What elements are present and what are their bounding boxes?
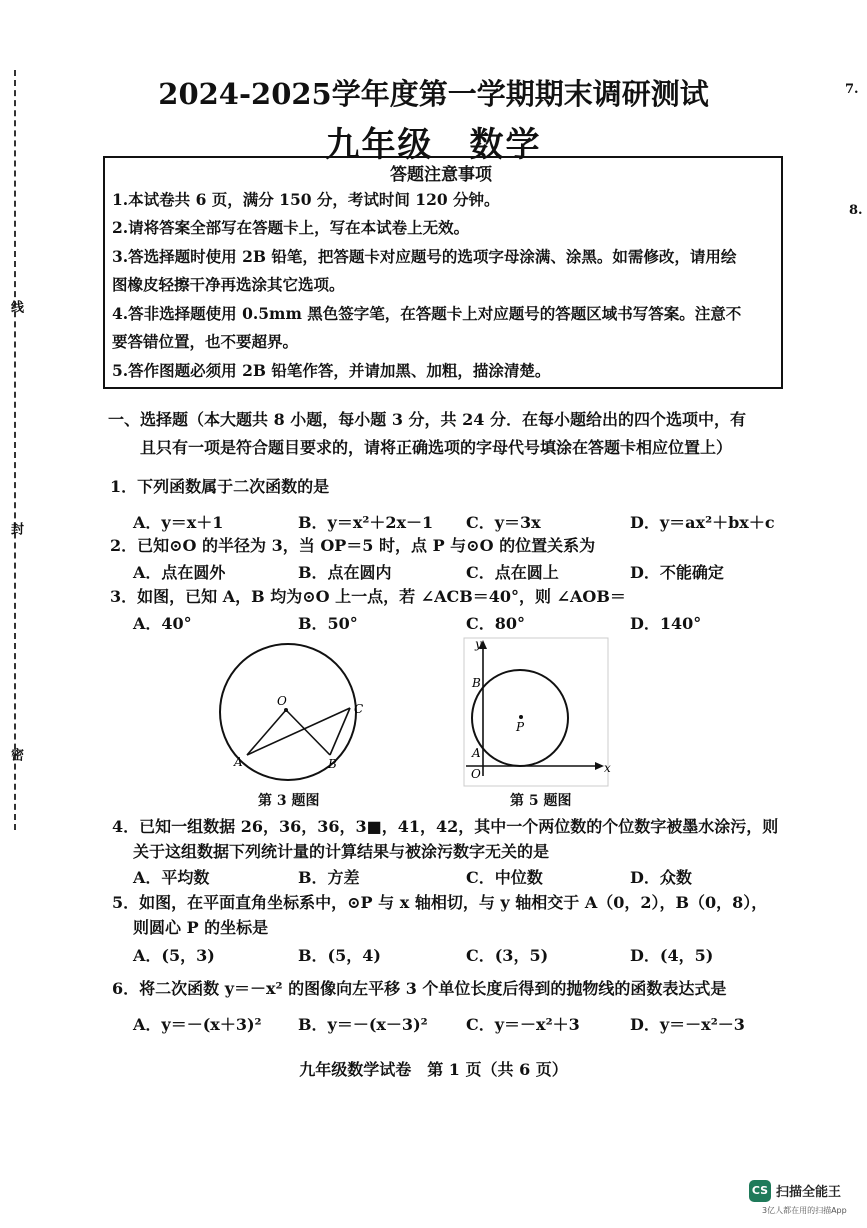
fig5-label-p: P xyxy=(516,720,525,734)
fig3-segment-ob xyxy=(286,710,330,755)
notice-item-3-cont: 图橡皮轻擦干净再选涂其它选项。 xyxy=(112,275,345,294)
question-5-stem-line1: 5．如图，在平面直角坐标系中，⊙P 与 x 轴相切，与 y 轴相交于 A（0，2），B（0，8）， xyxy=(112,893,768,912)
question-1-option-c: C．y＝3x xyxy=(466,513,541,532)
fig5-label-b: B xyxy=(472,676,481,690)
fig5-label-a: A xyxy=(472,746,481,760)
question-3-option-c: C．80° xyxy=(466,614,526,633)
fig5-label-o: O xyxy=(471,767,481,781)
question-6-stem: 6．将二次函数 y＝－x² 的图像向左平移 3 个单位长度后得到的抛物线的函数表达式是 xyxy=(112,979,727,998)
notice-item-1: 1.本试卷共 6 页，满分 150 分，考试时间 120 分钟。 xyxy=(112,190,500,209)
question-5-option-a: A．(5，3) xyxy=(133,946,215,965)
exam-subtitle: 九年级 数学 xyxy=(325,125,542,165)
question-5-stem-line2: 则圆心 P 的坐标是 xyxy=(133,918,269,937)
side-label-seal: 封 xyxy=(8,522,23,535)
fig5-x-arrow xyxy=(595,762,604,770)
question-5-option-d: D．(4，5) xyxy=(630,946,714,965)
fig5-label-x: x xyxy=(604,761,611,775)
question-1-option-d: D．y＝ax²＋bx＋c xyxy=(630,513,775,532)
question-6-option-c: C．y＝－x²＋3 xyxy=(466,1015,580,1034)
question-2-option-b: B．点在圆内 xyxy=(298,563,392,582)
corner-number-7: 7. xyxy=(845,82,859,97)
fig3-segment-ac xyxy=(247,708,350,755)
question-1-option-a: A．y＝x＋1 xyxy=(133,513,224,532)
figure-5-caption: 第 5 题图 xyxy=(510,793,572,809)
notice-item-4: 4.答非选择题使用 0.5mm 黑色签字笔，在答题卡上对应题号的答题区域书写答案。注意不 xyxy=(112,304,742,323)
question-2-option-d: D．不能确定 xyxy=(630,563,724,582)
question-6-option-d: D．y＝－x²－3 xyxy=(630,1015,745,1034)
notice-item-5: 5.答作图题必须用 2B 铅笔作答，并请加黑、加粗，描涂清楚。 xyxy=(112,361,551,380)
section-heading-line2: 且只有一项是符合题目要求的，请将正确选项的字母代号填涂在答题卡相应位置上） xyxy=(140,438,733,457)
figure-3 xyxy=(200,640,390,790)
binding-dashed-line xyxy=(14,70,16,830)
question-4-option-a: A．平均数 xyxy=(133,868,210,887)
question-3-option-b: B．50° xyxy=(298,614,358,633)
question-1-option-b: B．y＝x²＋2x－1 xyxy=(298,513,434,532)
page-footer: 九年级数学试卷 第 1 页（共 6 页） xyxy=(299,1060,568,1079)
question-6-option-a: A．y＝－(x＋3)² xyxy=(133,1015,262,1034)
question-3-option-d: D．140° xyxy=(630,614,702,633)
side-label-line: 线 xyxy=(8,300,23,313)
question-3-option-a: A．40° xyxy=(133,614,192,633)
notice-item-2: 2.请将答案全部写在答题卡上，写在本试卷上无效。 xyxy=(112,218,470,237)
scanner-logo-icon: CS xyxy=(749,1180,771,1202)
notice-item-4-cont: 要答错位置，也不要超界。 xyxy=(112,332,299,351)
question-4-stem-line2: 关于这组数据下列统计量的计算结果与被涂污数字无关的是 xyxy=(133,842,550,861)
exam-title: 2024-2025学年度第一学期期末调研测试 xyxy=(158,77,709,111)
figure-5 xyxy=(458,636,618,788)
question-2-option-a: A．点在圆外 xyxy=(133,563,226,582)
side-label-sealed: 密 xyxy=(8,748,23,761)
fig5-label-y: y xyxy=(475,637,482,651)
question-1-stem: 1．下列函数属于二次函数的是 xyxy=(110,477,330,496)
question-5-option-b: B．(5，4) xyxy=(298,946,381,965)
question-3-stem: 3．如图，已知 A，B 均为⊙O 上一点，若 ∠ACB＝40°，则 ∠AOB＝ xyxy=(110,587,626,606)
fig3-label-o: O xyxy=(277,694,287,708)
section-heading-line1: 一、选择题（本大题共 8 小题，每小题 3 分，共 24 分．在每小题给出的四个选项中，有 xyxy=(108,410,746,429)
question-5-option-c: C．(3，5) xyxy=(466,946,549,965)
fig3-label-a: A xyxy=(234,755,243,769)
fig3-label-b: B xyxy=(328,757,337,771)
question-4-option-b: B．方差 xyxy=(298,868,360,887)
question-2-stem: 2．已知⊙O 的半径为 3，当 OP＝5 时，点 P 与⊙O 的位置关系为 xyxy=(110,536,596,555)
question-6-option-b: B．y＝－(x－3)² xyxy=(298,1015,428,1034)
fig5-center-dot xyxy=(519,715,523,719)
question-4-stem-line1: 4．已知一组数据 26，36，36，3■，41，42，其中一个两位数的个位数字被墨水涂污，则 xyxy=(112,817,779,836)
question-4-option-c: C．中位数 xyxy=(466,868,543,887)
fig3-label-c: C xyxy=(354,702,364,716)
corner-number-8: 8. xyxy=(849,203,863,218)
figure-3-caption: 第 3 题图 xyxy=(258,793,320,809)
question-2-option-c: C．点在圆上 xyxy=(466,563,559,582)
notice-item-3: 3.答选择题时使用 2B 铅笔，把答题卡对应题号的选项字母涂满、涂黑。如需修改，请用绘 xyxy=(112,247,737,266)
scanner-app-name: 扫描全能王 xyxy=(776,1185,842,1200)
question-4-option-d: D．众数 xyxy=(630,868,692,887)
fig3-segment-oa xyxy=(247,710,286,755)
fig3-center-dot xyxy=(284,708,288,712)
notice-heading: 答题注意事项 xyxy=(390,165,492,185)
scanner-app-tagline: 3亿人都在用的扫描App xyxy=(762,1206,847,1215)
